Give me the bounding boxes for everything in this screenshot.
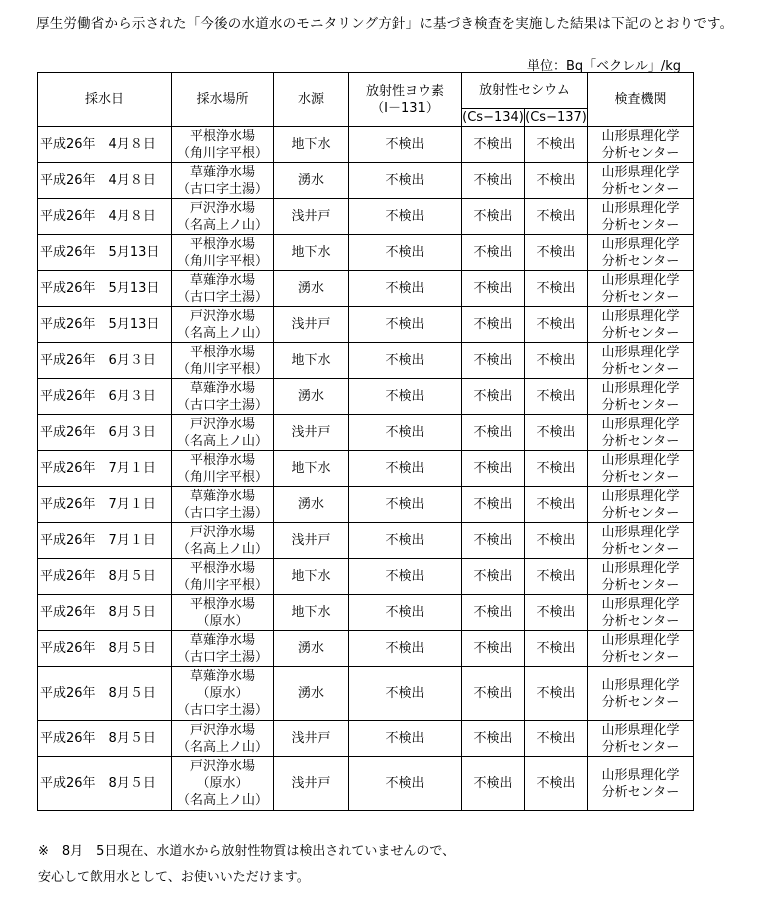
- lab-line: 分析センター: [601, 361, 680, 377]
- cell-place: [172, 415, 274, 451]
- cell-cs137: 不検出: [525, 451, 588, 487]
- place-line: 草薙浄水場: [189, 164, 255, 180]
- cell-lab: [588, 199, 694, 235]
- cell-cs134: 不検出: [462, 235, 525, 271]
- cell-lab: [588, 415, 694, 451]
- cell-lab: [588, 271, 694, 307]
- lab-line: 山形県理化学: [601, 722, 680, 738]
- cell-lab: [588, 559, 694, 595]
- cell-cs134: 不検出: [462, 631, 525, 667]
- cell-date: 平成26年 7月１日: [38, 451, 172, 487]
- cell-cs134: 不検出: [462, 595, 525, 631]
- place-line: 草薙浄水場: [189, 488, 255, 504]
- place-line: 戸沢浄水場: [189, 722, 255, 738]
- place-line: （角川字平根）: [176, 469, 268, 485]
- cell-cs134: 不検出: [462, 523, 525, 559]
- cell-cs137: 不検出: [525, 199, 588, 235]
- note-line-1: ※ 8月 5日現在、水道水から放射性物質は検出されていませんので、: [38, 844, 456, 859]
- lab-line: 分析センター: [601, 289, 680, 305]
- cell-place: [172, 721, 274, 757]
- cell-place: [172, 667, 274, 721]
- cell-lab: [588, 235, 694, 271]
- cell-date: 平成26年 6月３日: [38, 379, 172, 415]
- table-row: [38, 667, 694, 721]
- cell-source: 湧水: [274, 271, 349, 307]
- header-cs137: (Cs−137): [525, 110, 587, 125]
- lab-line: 山形県理化学: [601, 452, 680, 468]
- lab-line: 分析センター: [601, 577, 680, 593]
- cell-place: [172, 451, 274, 487]
- table-row: [38, 631, 694, 667]
- lab-line: 山形県理化学: [601, 200, 680, 216]
- lab-line: 山形県理化学: [601, 380, 680, 396]
- cell-cs134: 不検出: [462, 307, 525, 343]
- table-row: [38, 595, 694, 631]
- cell-i131: 不検出: [349, 199, 462, 235]
- header-date: 採水日: [38, 73, 172, 127]
- place-line: （名高上ノ山）: [176, 217, 268, 233]
- lab-line: 山形県理化学: [601, 524, 680, 540]
- cell-i131: 不検出: [349, 757, 462, 811]
- place-line: 草薙浄水場: [189, 380, 255, 396]
- cell-place: [172, 127, 274, 163]
- place-line: （名高上ノ山）: [176, 541, 268, 557]
- lab-line: 分析センター: [601, 253, 680, 269]
- cell-source: 浅井戸: [274, 757, 349, 811]
- cell-cs134: 不検出: [462, 487, 525, 523]
- table-row: [38, 415, 694, 451]
- cell-cs137: 不検出: [525, 631, 588, 667]
- place-line: 平根浄水場: [189, 344, 255, 360]
- header-source: 水源: [274, 73, 349, 127]
- lab-line: 分析センター: [601, 505, 680, 521]
- lab-line: 山形県理化学: [601, 560, 680, 576]
- lab-line: 山形県理化学: [601, 344, 680, 360]
- cell-cs137: 不検出: [525, 559, 588, 595]
- place-line: 草薙浄水場: [189, 272, 255, 288]
- cell-source: 浅井戸: [274, 523, 349, 559]
- cell-i131: 不検出: [349, 595, 462, 631]
- cell-place: [172, 631, 274, 667]
- lab-line: 山形県理化学: [601, 236, 680, 252]
- table-row: [38, 379, 694, 415]
- lab-line: 分析センター: [601, 649, 680, 665]
- cell-date: 平成26年 5月13日: [38, 271, 172, 307]
- table-row: [38, 487, 694, 523]
- cell-source: 地下水: [274, 235, 349, 271]
- cell-i131: 不検出: [349, 379, 462, 415]
- cell-i131: 不検出: [349, 271, 462, 307]
- cell-i131: 不検出: [349, 307, 462, 343]
- cell-date: 平成26年 4月８日: [38, 199, 172, 235]
- cell-cs137: 不検出: [525, 163, 588, 199]
- cell-cs137: 不検出: [525, 595, 588, 631]
- cell-source: 地下水: [274, 559, 349, 595]
- place-line: （原水）: [196, 686, 249, 701]
- place-line: （原水）: [196, 776, 249, 791]
- cell-i131: 不検出: [349, 415, 462, 451]
- cell-cs134: 不検出: [462, 559, 525, 595]
- lab-line: 山形県理化学: [601, 308, 680, 324]
- place-line: 草薙浄水場: [189, 669, 255, 684]
- lab-line: 山形県理化学: [601, 128, 680, 144]
- cell-date: 平成26年 5月13日: [38, 235, 172, 271]
- place-line: 戸沢浄水場: [189, 200, 255, 216]
- cell-date: 平成26年 7月１日: [38, 523, 172, 559]
- cell-date: 平成26年 8月５日: [38, 559, 172, 595]
- cell-source: 地下水: [274, 595, 349, 631]
- cell-source: 湧水: [274, 667, 349, 721]
- note-line-2: 安心して飲用水として、お使いいただけます。: [38, 870, 310, 885]
- cell-lab: [588, 307, 694, 343]
- cell-i131: 不検出: [349, 127, 462, 163]
- cell-cs137: 不検出: [525, 757, 588, 811]
- header-cesium: 放射性セシウム: [462, 73, 588, 109]
- cell-lab: [588, 127, 694, 163]
- place-line: （名高上ノ山）: [176, 325, 268, 341]
- cell-cs137: 不検出: [525, 721, 588, 757]
- lab-line: 分析センター: [601, 145, 680, 161]
- cell-i131: 不検出: [349, 559, 462, 595]
- cell-cs137: 不検出: [525, 667, 588, 721]
- table-row: [38, 307, 694, 343]
- place-line: （名高上ノ山）: [176, 433, 268, 449]
- place-line: （古口字土湯）: [176, 505, 268, 521]
- table-row: [38, 757, 694, 811]
- cell-i131: 不検出: [349, 487, 462, 523]
- results-body: [38, 127, 694, 811]
- header-iodine-sub: （Ⅰ－131）: [371, 100, 439, 116]
- header-place: 採水場所: [172, 73, 274, 127]
- cell-cs137: 不検出: [525, 415, 588, 451]
- place-line: （名高上ノ山）: [176, 739, 268, 755]
- cell-place: [172, 307, 274, 343]
- place-line: 平根浄水場: [189, 452, 255, 468]
- cell-place: [172, 163, 274, 199]
- lab-line: 分析センター: [601, 469, 680, 485]
- place-line: （古口字土湯）: [176, 649, 268, 665]
- cell-cs134: 不検出: [462, 757, 525, 811]
- cell-cs134: 不検出: [462, 199, 525, 235]
- cell-i131: 不検出: [349, 235, 462, 271]
- cell-cs137: 不検出: [525, 523, 588, 559]
- cell-date: 平成26年 5月13日: [38, 307, 172, 343]
- cell-lab: [588, 487, 694, 523]
- lab-line: 山形県理化学: [601, 677, 680, 693]
- lab-line: 分析センター: [601, 739, 680, 755]
- cell-lab: [588, 667, 694, 721]
- cell-place: [172, 757, 274, 811]
- cell-source: 湧水: [274, 487, 349, 523]
- cell-cs137: 不検出: [525, 307, 588, 343]
- cell-i131: 不検出: [349, 631, 462, 667]
- place-line: 戸沢浄水場: [189, 308, 255, 324]
- table-row: [38, 127, 694, 163]
- cell-date: 平成26年 8月５日: [38, 721, 172, 757]
- cell-cs134: 不検出: [462, 271, 525, 307]
- cell-source: 浅井戸: [274, 721, 349, 757]
- header-lab: 検査機関: [588, 73, 694, 127]
- place-line: （名高上ノ山）: [176, 793, 268, 808]
- place-line: 平根浄水場: [189, 128, 255, 144]
- table-row: [38, 559, 694, 595]
- cell-place: [172, 379, 274, 415]
- place-line: 平根浄水場: [189, 596, 255, 612]
- table-row: [38, 343, 694, 379]
- lab-line: 分析センター: [601, 217, 680, 233]
- results-table: [37, 72, 694, 811]
- cell-i131: 不検出: [349, 667, 462, 721]
- cell-source: 地下水: [274, 451, 349, 487]
- unit-label: 単位：Bq「ベクレル」/kg: [527, 59, 682, 74]
- lab-line: 山形県理化学: [601, 416, 680, 432]
- cell-place: [172, 523, 274, 559]
- place-line: （角川字平根）: [176, 361, 268, 377]
- cell-source: 湧水: [274, 631, 349, 667]
- table-row: [38, 523, 694, 559]
- place-line: （角川字平根）: [176, 253, 268, 269]
- place-line: （原水）: [196, 613, 249, 629]
- lab-line: 分析センター: [601, 181, 680, 197]
- cell-lab: [588, 757, 694, 811]
- place-line: 草薙浄水場: [189, 632, 255, 648]
- lab-line: 山形県理化学: [601, 164, 680, 180]
- lab-line: 山形県理化学: [601, 767, 680, 783]
- cell-date: 平成26年 7月１日: [38, 487, 172, 523]
- cell-date: 平成26年 4月８日: [38, 127, 172, 163]
- cell-cs137: 不検出: [525, 379, 588, 415]
- cell-date: 平成26年 8月５日: [38, 757, 172, 811]
- cell-place: [172, 343, 274, 379]
- cell-place: [172, 199, 274, 235]
- lab-line: 分析センター: [601, 784, 680, 800]
- place-line: （角川字平根）: [176, 145, 268, 161]
- cell-cs134: 不検出: [462, 127, 525, 163]
- table-row: [38, 451, 694, 487]
- place-line: 戸沢浄水場: [189, 759, 255, 774]
- cell-cs134: 不検出: [462, 415, 525, 451]
- lab-line: 山形県理化学: [601, 272, 680, 288]
- place-line: （古口字土湯）: [176, 703, 268, 718]
- cell-place: [172, 559, 274, 595]
- cell-source: 湧水: [274, 379, 349, 415]
- lab-line: 分析センター: [601, 613, 680, 629]
- cell-date: 平成26年 6月３日: [38, 343, 172, 379]
- cell-cs137: 不検出: [525, 343, 588, 379]
- header-cs134: (Cs−134): [462, 110, 524, 125]
- table-row: [38, 199, 694, 235]
- cell-i131: 不検出: [349, 163, 462, 199]
- header-iodine: [349, 73, 462, 127]
- place-line: 平根浄水場: [189, 560, 255, 576]
- cell-date: 平成26年 8月５日: [38, 667, 172, 721]
- cell-cs134: 不検出: [462, 163, 525, 199]
- place-line: 戸沢浄水場: [189, 524, 255, 540]
- cell-i131: 不検出: [349, 523, 462, 559]
- place-line: 戸沢浄水場: [189, 416, 255, 432]
- cell-date: 平成26年 8月５日: [38, 595, 172, 631]
- lab-line: 分析センター: [601, 541, 680, 557]
- cell-i131: 不検出: [349, 451, 462, 487]
- table-row: [38, 721, 694, 757]
- cell-lab: [588, 379, 694, 415]
- cell-place: [172, 595, 274, 631]
- cell-lab: [588, 523, 694, 559]
- table-row: [38, 271, 694, 307]
- cell-cs137: 不検出: [525, 235, 588, 271]
- cell-cs134: 不検出: [462, 667, 525, 721]
- table-row: [38, 163, 694, 199]
- intro-text: 厚生労働省から示された「今後の水道水のモニタリング方針」に基づき検査を実施した結果は下記のとおりです。: [36, 16, 734, 32]
- lab-line: 山形県理化学: [601, 632, 680, 648]
- cell-date: 平成26年 8月５日: [38, 631, 172, 667]
- cell-place: [172, 271, 274, 307]
- cell-lab: [588, 163, 694, 199]
- cell-place: [172, 487, 274, 523]
- cell-i131: 不検出: [349, 721, 462, 757]
- cell-lab: [588, 721, 694, 757]
- cell-source: 地下水: [274, 343, 349, 379]
- cell-cs134: 不検出: [462, 721, 525, 757]
- lab-line: 山形県理化学: [601, 596, 680, 612]
- place-line: （角川字平根）: [176, 577, 268, 593]
- lab-line: 分析センター: [601, 325, 680, 341]
- cell-lab: [588, 343, 694, 379]
- cell-source: 浅井戸: [274, 307, 349, 343]
- cell-lab: [588, 595, 694, 631]
- lab-line: 分析センター: [601, 433, 680, 449]
- cell-lab: [588, 631, 694, 667]
- place-line: 平根浄水場: [189, 236, 255, 252]
- cell-cs134: 不検出: [462, 343, 525, 379]
- place-line: （古口字土湯）: [176, 289, 268, 305]
- cell-cs134: 不検出: [462, 379, 525, 415]
- header-iodine-label: 放射性ヨウ素: [365, 83, 444, 99]
- cell-date: 平成26年 6月３日: [38, 415, 172, 451]
- cell-source: 浅井戸: [274, 199, 349, 235]
- cell-source: 湧水: [274, 163, 349, 199]
- place-line: （古口字土湯）: [176, 397, 268, 413]
- lab-line: 分析センター: [601, 397, 680, 413]
- cell-source: 浅井戸: [274, 415, 349, 451]
- cell-date: 平成26年 4月８日: [38, 163, 172, 199]
- lab-line: 分析センター: [601, 694, 680, 710]
- cell-source: 地下水: [274, 127, 349, 163]
- cell-place: [172, 235, 274, 271]
- table-row: [38, 235, 694, 271]
- place-line: （古口字土湯）: [176, 181, 268, 197]
- cell-cs137: 不検出: [525, 127, 588, 163]
- cell-cs134: 不検出: [462, 451, 525, 487]
- lab-line: 山形県理化学: [601, 488, 680, 504]
- cell-i131: 不検出: [349, 343, 462, 379]
- cell-lab: [588, 451, 694, 487]
- cell-cs137: 不検出: [525, 487, 588, 523]
- cell-cs137: 不検出: [525, 271, 588, 307]
